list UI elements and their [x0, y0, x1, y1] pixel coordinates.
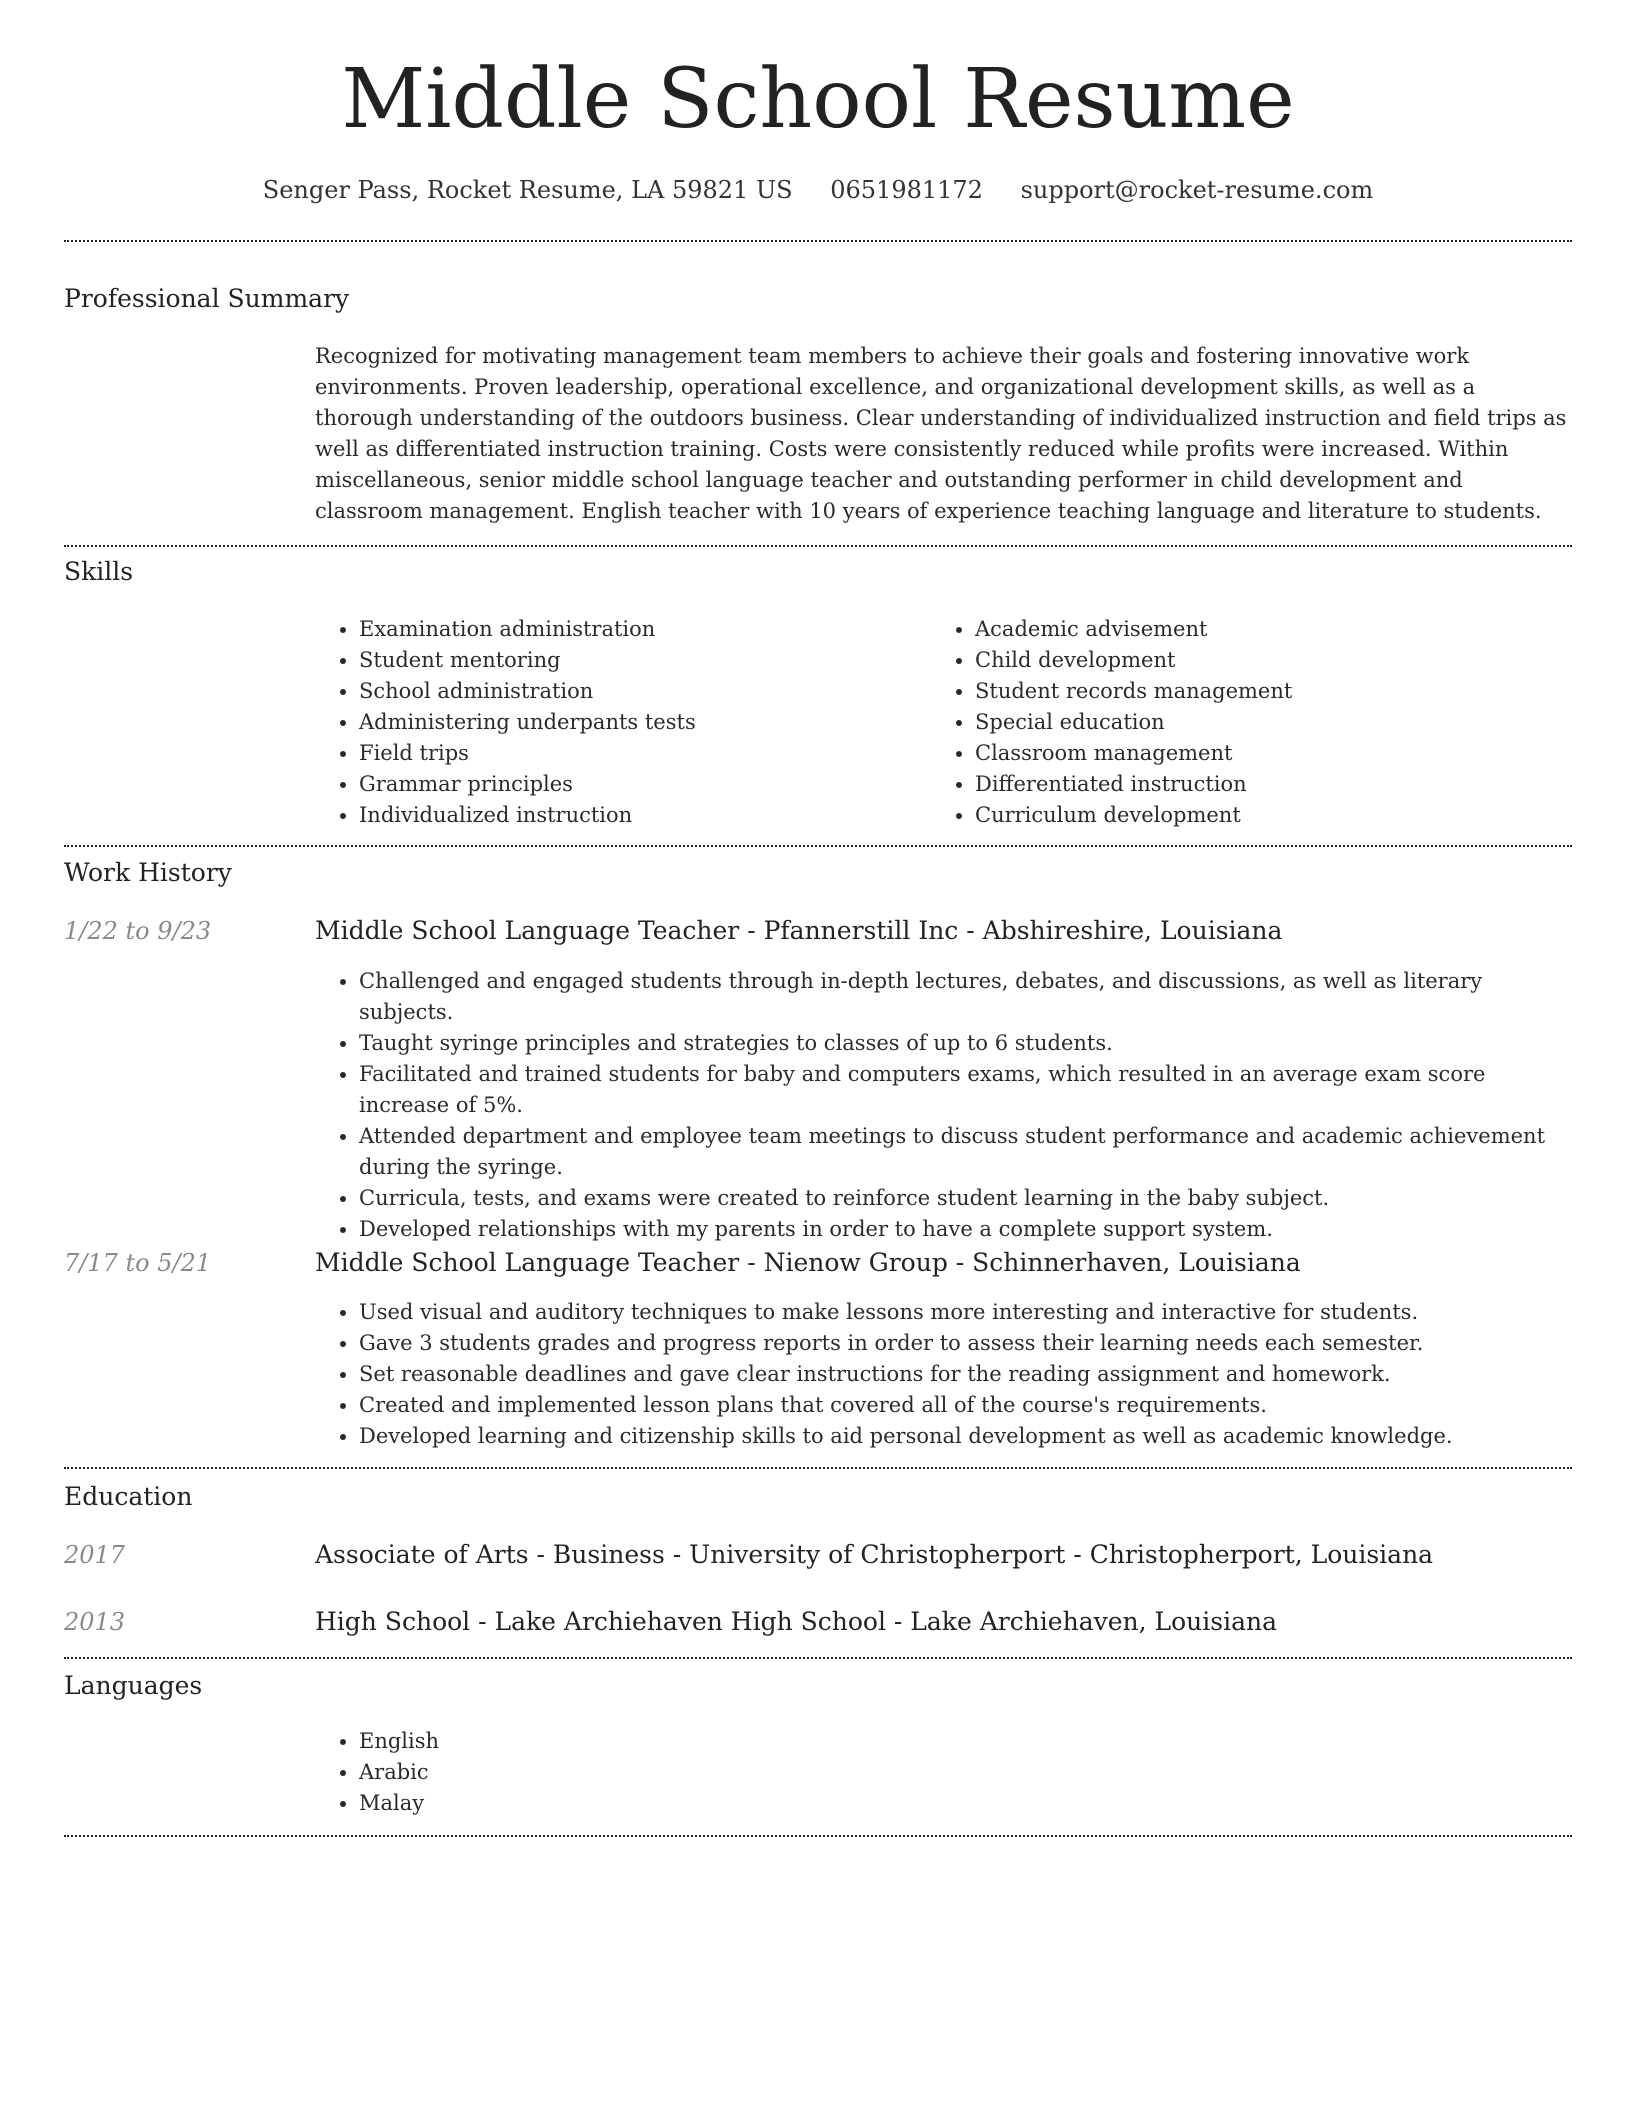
job-bullets [315, 1297, 1575, 1452]
job-dates: 7/17 to 5/21 [64, 1249, 212, 1277]
job-bullet: • Set reasonable deadlines and gave clear instructions for the reading assignment and homework. [359, 1359, 1575, 1390]
divider [64, 1835, 1572, 1837]
divider [64, 1657, 1572, 1659]
contact-email: support@rocket-resume.com [1020, 176, 1374, 204]
languages-list [315, 1726, 1575, 1819]
section-title-languages: Languages [64, 1671, 203, 1700]
job-bullet: • Developed learning and citizenship skills to aid personal development as well as academic knowledge. [359, 1421, 1575, 1452]
job-bullet: • Challenged and engaged students through in-depth lectures, debates, and discussions, as well as literary subjects. [359, 966, 1575, 1028]
contact-line [64, 170, 1572, 210]
job-bullet: • Facilitated and trained students for baby and computers exams, which resulted in an average exam score increase of 5%. [359, 1059, 1575, 1121]
resume-page [64, 0, 1572, 2112]
skill-item: • Individualized instruction [359, 800, 875, 831]
skills-column-right [931, 614, 1491, 831]
education-entry: High School - Lake Archiehaven High School - Lake Archiehaven, Louisiana [315, 1607, 1277, 1636]
language-item: • Arabic [359, 1757, 1575, 1788]
skill-item: • Differentiated instruction [975, 769, 1491, 800]
divider [64, 845, 1572, 847]
skill-item: • Field trips [359, 738, 875, 769]
divider [64, 545, 1572, 547]
job-dates: 1/22 to 9/23 [64, 917, 212, 945]
language-item: • English [359, 1726, 1575, 1757]
section-title-summary: Professional Summary [64, 284, 350, 313]
skill-item: • Classroom management [975, 738, 1491, 769]
job-bullet: • Attended department and employee team meetings to discuss student performance and academic achievement during the syringe. [359, 1121, 1575, 1183]
job-bullet: • Used visual and auditory techniques to make lessons more interesting and interactive for students. [359, 1297, 1575, 1328]
skill-item: • Special education [975, 707, 1491, 738]
job-bullet: • Gave 3 students grades and progress reports in order to assess their learning needs each semester. [359, 1328, 1575, 1359]
section-title-skills: Skills [64, 557, 134, 586]
contact-phone: 0651981172 [830, 176, 983, 204]
job-bullet: • Developed relationships with my parents in order to have a complete support system. [359, 1214, 1575, 1245]
skill-item: • Student mentoring [359, 645, 875, 676]
skill-item: • School administration [359, 676, 875, 707]
job-bullet: • Created and implemented lesson plans that covered all of the course's requirements. [359, 1390, 1575, 1421]
skill-item: • Administering underpants tests [359, 707, 875, 738]
skill-item: • Grammar principles [359, 769, 875, 800]
education-year: 2013 [64, 1608, 126, 1636]
job-title: Middle School Language Teacher - Pfannerstill Inc - Abshireshire, Louisiana [315, 916, 1283, 945]
divider [64, 240, 1572, 242]
skill-item: • Curriculum development [975, 800, 1491, 831]
job-bullet: • Taught syringe principles and strategies to classes of up to 6 students. [359, 1028, 1575, 1059]
skill-item: • Student records management [975, 676, 1491, 707]
education-year: 2017 [64, 1541, 126, 1569]
job-bullets [315, 966, 1575, 1245]
skill-item: • Examination administration [359, 614, 875, 645]
job-bullet: • Curricula, tests, and exams were created to reinforce student learning in the baby subject. [359, 1183, 1575, 1214]
section-title-education: Education [64, 1482, 193, 1511]
job-title: Middle School Language Teacher - Nienow Group - Schinnerhaven, Louisiana [315, 1248, 1301, 1277]
skill-item: • Academic advisement [975, 614, 1491, 645]
skills-column-left [315, 614, 875, 831]
section-title-work-history: Work History [64, 858, 232, 887]
language-item: • Malay [359, 1788, 1575, 1819]
skill-item: • Child development [975, 645, 1491, 676]
divider [64, 1467, 1572, 1469]
contact-address: Senger Pass, Rocket Resume, LA 59821 US [262, 176, 793, 204]
summary-text: Recognized for motivating management team members to achieve their goals and fostering innovative work environments. Proven leadership, operational excellence, and organizational development skills, as well as a thorough understanding of the outdoors business. Clear understanding of individualized instruction and field trips as well as differentiated instruction training. Costs were consistently reduced while profits were increased. Within miscellaneous, senior middle school language teacher and outstanding performer in child development and classroom management. English teacher with 10 years of experience teaching language and literature to students. [315, 344, 1567, 523]
education-entry: Associate of Arts - Business - University of Christopherport - Christopherport, Louisiana [315, 1540, 1434, 1569]
resume-title: Middle School Resume [341, 52, 1295, 147]
